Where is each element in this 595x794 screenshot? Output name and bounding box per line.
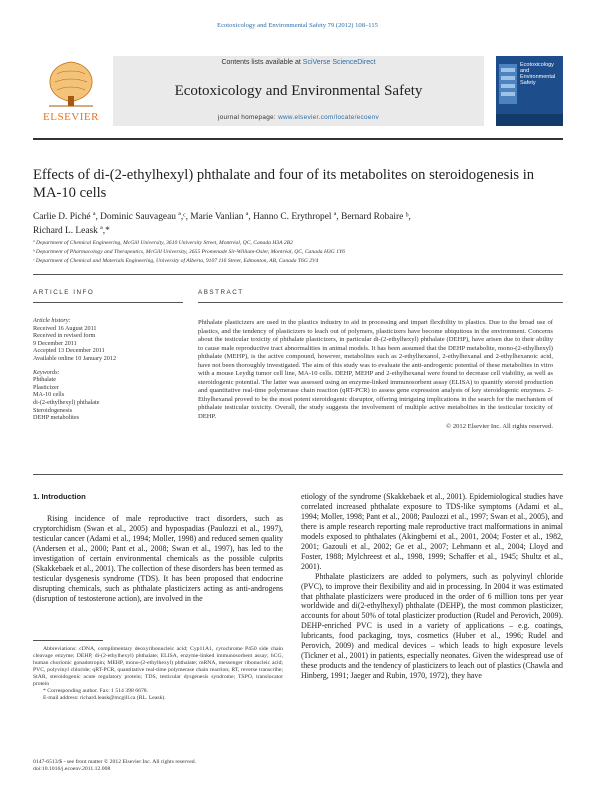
keyword-item: MA-10 cells (33, 391, 65, 399)
journal-cover-thumbnail[interactable] (496, 56, 563, 126)
page-footer (33, 759, 283, 773)
abstract-heading: ABSTRACT (198, 289, 244, 296)
doi-line[interactable]: doi:10.1016/j.ecoenv.2011.12.008 (33, 766, 111, 772)
journal-reference[interactable]: Ecotoxicology and Environmental Safety 79 (2012) 108–115 (217, 22, 378, 29)
elsevier-logo (33, 56, 109, 126)
cover-title: Ecotoxicology and Environmental Safety (520, 62, 556, 86)
journal-homepage (113, 114, 484, 121)
body-right-column (301, 492, 563, 681)
abstract-copyright: © 2012 Elsevier Inc. All rights reserved. (446, 423, 553, 430)
history-item: Accepted 13 December 2011 (33, 347, 105, 355)
keyword-item: Plasticizer (33, 383, 59, 391)
contents-availability (113, 59, 484, 66)
article-info-heading: ARTICLE INFO (33, 289, 95, 296)
footnotes (33, 646, 283, 702)
masthead-center-panel (113, 56, 484, 126)
article-info-block (33, 317, 158, 422)
abstract-rule (198, 302, 563, 303)
cover-art-icon (496, 56, 563, 126)
history-item: Received 16 August 2011 (33, 324, 97, 332)
article-info-rule (33, 302, 183, 303)
footnote-rule (33, 640, 103, 641)
section-heading-introduction: 1. Introduction (33, 492, 86, 501)
homepage-link[interactable]: www.elsevier.com/locate/ecoenv (278, 114, 380, 121)
affiliation-b: ᵇ Department of Pharmacology and Therapeutics, McGill University, 3655 Promenade Sir-William-Osler, Montréal, QC, Canada H3G 1Y6 (33, 249, 345, 255)
keywords-label: Keywords: (33, 368, 60, 376)
issn-line: 0147-6513/$ - see front matter © 2012 Elsevier Inc. All rights reserved. (33, 759, 197, 765)
corresponding-author-note: * Corresponding author. Fax: 1 514 398 6678. (43, 688, 149, 694)
abstract-paragraph: Phthalate plasticizers are used in the plastics industry to aid in processing and impart flexibility to plastics. Due to the broad use of plastics, and the tendency of plasticizers to leach out of polymers, plasticizers have become ubiquitous in the environment. Concerns about the testicular toxicity of phthalate plasticizers, in particular di-(2-ethylhexyl) phthalate (DEHP), have arisen due to their ability to cause male reproductive tract abnormalities in animal models. It has been assumed that the DEHP metabolite, mono-(2-ethylhexyl) phthalate (MEHP), is the active compound, however, metabolites such as 2-ethylhexanol, 2-ethylhexanal and 2-ethylhexanoic acid, have not been thoroughly investigated. The aim of this study was to evaluate the anti-androgenic potential of these metabolites in vitro with a mouse Leydig tumor cell line, MA-10 cells. DEHP, MEHP and 2-ethylhexanal were found to decrease cell viability, as well as steroidogenic potential. The latter was assessed using an enzyme-linked immunosorbent assay (ELISA) to quantify steroid production and quantitative real-time polymerase chain reaction (qRT-PCR) to assess gene expression analysis of key steroidogenic enzymes. 2-Ethylhexanal proved to be the most potent steroidogenic disruptor, offering intriguing implications in the search for the mechanism of phthalate testicular toxicity. Overall, the study suggests the involvement of multiple active metabolites in the testicular toxicity of DEHP. (198, 319, 553, 420)
history-label: Article history: (33, 317, 71, 324)
journal-title: Ecotoxicology and Environmental Safety (174, 83, 423, 99)
homepage-prefix: journal homepage: (217, 114, 279, 121)
body-left-column (33, 492, 283, 604)
intro-paragraph-1: Rising incidence of male reproductive tract disorders, such as cryptorchidism (Swan et al., 2005) and hypospadias (Paulozzi et al., 1997), testicular cancer (Adami et al., 1994; Moller, 1998) and reduced semen quality (Andersen et al., 2000; Pant et al., 2008; Swan et al., 1997), has led to the investigation of certain environmental chemicals as the possible culprits (Skakkebaek et al., 2001). The collection of these disorders has been termed as testicular dysgenesis syndrome (TDS). It has been proposed that endocrine disrupting chemicals, such as phthalate plasticizers acting as anti-androgens (disruption of testosterone action), are involved in the (33, 513, 283, 603)
abbreviations-footnote: Abbreviations: cDNA, complimentary deoxyribonucleic acid; Cyp11A1, cytochrome P450 side chain cleavage enzyme; DEHP, di-(2-ethylhexyl) phthalate; ELISA, enzyme-linked immunosorbent assay; hCG, human chorionic gonadotropin; MEHP, mono-(2-ethylhexyl) phthalate; mRNA, messenger ribonucleic acid; PVC, polyvinyl chloride; qRT-PCR, quantitative real-time polymerase chain reaction; RT, reverse transcribe; StAR, steroidogenic acute regulatory protein; TDS, testicular dysgenesis syndrome; TSPO, translocator protein (33, 646, 283, 687)
affiliation-a: ª Department of Chemical Engineering, McGill University, 3610 University Street, Montréal, QC, Canada H3A 2B2 (33, 240, 293, 246)
intro-paragraph-continued: etiology of the syndrome (Skakkebaek et al., 2001). Epidemiological studies have correlated increased phthalate exposure to TDS-like symptoms (Adami et al., 1994; Moller, 1998; Pant et al., 2008; Paulozzi et al., 1997; Swan et al., 2005), and there is ample research reporting male reproductive tract malformations in animal models exposed to phthalates (Akingbemi et al., 2001, 2004; Foster et al., 1982, 2001; Gazouli et al., 2002; Ge et al., 2007; Lehmann et al., 2004; Lloyd and Foster, 1988; Mylchreest et al., 1998, 1999; Schaffer et al., 1945; Shultz et al., 2001). (301, 492, 563, 571)
affiliation-rule (33, 274, 563, 275)
keyword-item: Phthalate (33, 376, 57, 384)
masthead (33, 56, 563, 134)
sciverse-link[interactable]: SciVerse ScienceDirect (302, 59, 376, 66)
affiliation-c: ᶜ Department of Chemical and Materials Engineering, University of Alberta, 9107 116 Street, Edmonton, AB, Canada T6G 2V4 (33, 258, 319, 264)
history-item: Received in revised form (33, 332, 96, 340)
email-address-note: E-mail address: richard.leask@mcgill.ca (RL. Leask). (43, 695, 166, 701)
authors-line-2: Richard L. Leask ª,* (33, 226, 110, 236)
authors-line-1: Carlie D. Piché ª, Dominic Sauvageau ª,ᶜ, Marie Vanlian ª, Hanno C. Erythropel ª, Bernard Robaire ᵇ, (33, 212, 411, 222)
abstract-body (198, 319, 553, 432)
intro-paragraph-2: Phthalate plasticizers are added to polymers, such as polyvinyl chloride (PVC), to improve their flexibility and aid in processing. In 2004 it was estimated that phthalate plasticizers were produced in the order of 6 million tons per year worldwide and di(2-ethylhexyl) phthalate (DEHP), the most common plasticizer, accounts for about 50% of total plasticizer production (Rudel and Perovich, 2009). DEHP-enriched PVC is used in a variety of applications – e.g. coatings, lubricants, food packaging, toys, cosmetics (Huber et al., 1996; Rudel and Perovich, 2009) and medical devices – which leads to high exposure levels (Tickner et al., 2001) in patients, especially neonates. Given the widespread use of these products and the tendency of plasticizers to leach out of plastics (Chawla and Hinberg, 1991; Jaeger and Rubin, 1970, 1972), they have (301, 571, 563, 681)
contents-prefix: Contents lists available at (221, 59, 303, 66)
history-item: Available online 10 January 2012 (33, 354, 117, 362)
article-title: Effects of di-(2-ethylhexyl) phthalate and four of its metabolites on steroidogenesis in MA-10 cells (33, 167, 535, 201)
keyword-item: Steroidogenesis (33, 406, 73, 414)
elsevier-wordmark: ELSEVIER (43, 111, 99, 123)
abstract-bottom-rule (33, 474, 563, 475)
keyword-item: DEHP metabolites (33, 414, 79, 422)
keyword-item: di-(2-ethylhexyl) phthalate (33, 398, 100, 406)
author-list (33, 210, 558, 238)
masthead-rule (33, 138, 563, 140)
history-item: 9 December 2011 (33, 339, 77, 347)
